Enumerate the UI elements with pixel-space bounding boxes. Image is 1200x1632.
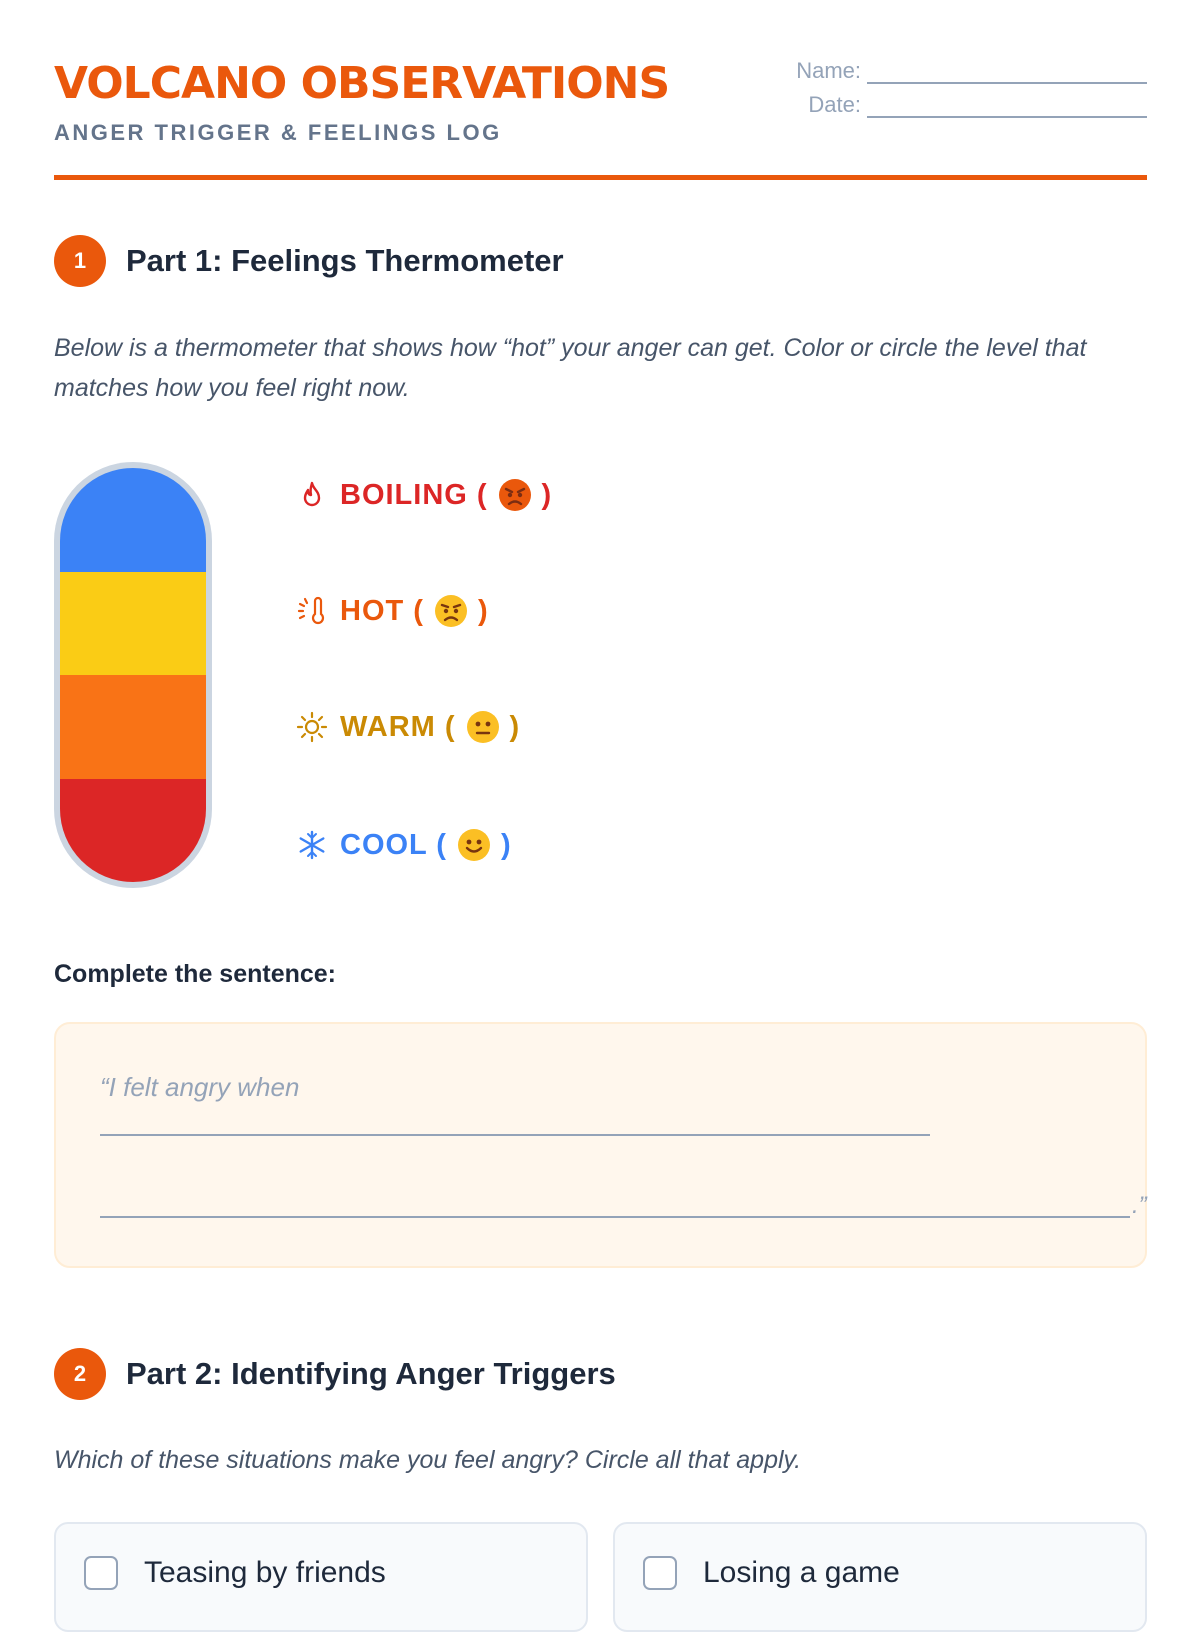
name-line[interactable] [867,60,1147,84]
sentence-completion-box[interactable] [54,1022,1147,1268]
write-line-2[interactable] [100,1216,1130,1218]
trigger-label: Teasing by friends [144,1556,386,1589]
thermometer-band-third[interactable] [60,675,206,779]
level-cool-label: COOL ( [340,828,447,861]
sentence-prompt-label: Complete the sentence: [54,960,337,988]
snowflake-icon [296,829,328,861]
trigger-card-losing-game[interactable] [613,1522,1147,1632]
date-field[interactable] [808,92,1147,118]
part2-number-badge: 2 [54,1348,106,1400]
part1-title: Part 1: Feelings Thermometer [126,243,564,278]
date-label: Date: [808,92,861,117]
level-boiling[interactable] [296,478,552,512]
level-boiling-close: ) [541,478,553,511]
furious-face-icon [498,478,532,512]
part2-heading [54,1348,616,1400]
name-field[interactable] [796,58,1147,84]
level-hot-label: HOT ( [340,594,424,627]
level-hot-close: ) [477,594,489,627]
level-warm-label: WARM ( [340,710,456,743]
level-boiling-label: BOILING ( [340,478,488,511]
part1-instructions: Below is a thermometer that shows how “hot” your anger can get. Color or circle the level that matches how you feel right now. [54,334,1087,402]
thermometer-band-top[interactable] [60,468,206,572]
part2-title: Part 2: Identifying Anger Triggers [126,1356,616,1391]
page-subtitle: ANGER TRIGGER & FEELINGS LOG [54,120,502,145]
thermometer-hot-icon [296,595,328,627]
part1-number-badge: 1 [54,235,106,287]
part1-heading [54,235,564,287]
trigger-label: Losing a game [703,1556,900,1589]
thermometer-band-bottom[interactable] [60,779,206,883]
name-label: Name: [796,58,861,83]
thermometer-bands [60,468,206,882]
level-hot[interactable] [296,594,489,628]
feelings-thermometer[interactable] [54,462,212,888]
thermometer-band-second[interactable] [60,572,206,676]
neutral-face-icon [466,710,500,744]
level-warm[interactable] [296,710,520,744]
date-line[interactable] [867,94,1147,118]
trigger-checkbox[interactable] [84,1556,118,1590]
trigger-checkbox[interactable] [643,1556,677,1590]
write-line-1[interactable] [100,1134,930,1136]
sun-icon [296,711,328,743]
level-warm-close: ) [509,710,521,743]
trigger-card-teasing[interactable] [54,1522,588,1632]
header-divider [54,175,1147,180]
level-cool[interactable] [296,828,512,862]
page-title: VOLCANO OBSERVATIONS [54,58,670,109]
flame-icon [296,479,328,511]
level-cool-close: ) [500,828,512,861]
part2-instructions: Which of these situations make you feel angry? Circle all that apply. [54,1446,802,1474]
sentence-end-text: .” [1132,1192,1147,1219]
sentence-start-text: “I felt angry when [100,1072,300,1102]
smiling-face-icon [457,828,491,862]
angry-face-icon [434,594,468,628]
worksheet-header [54,54,1147,180]
